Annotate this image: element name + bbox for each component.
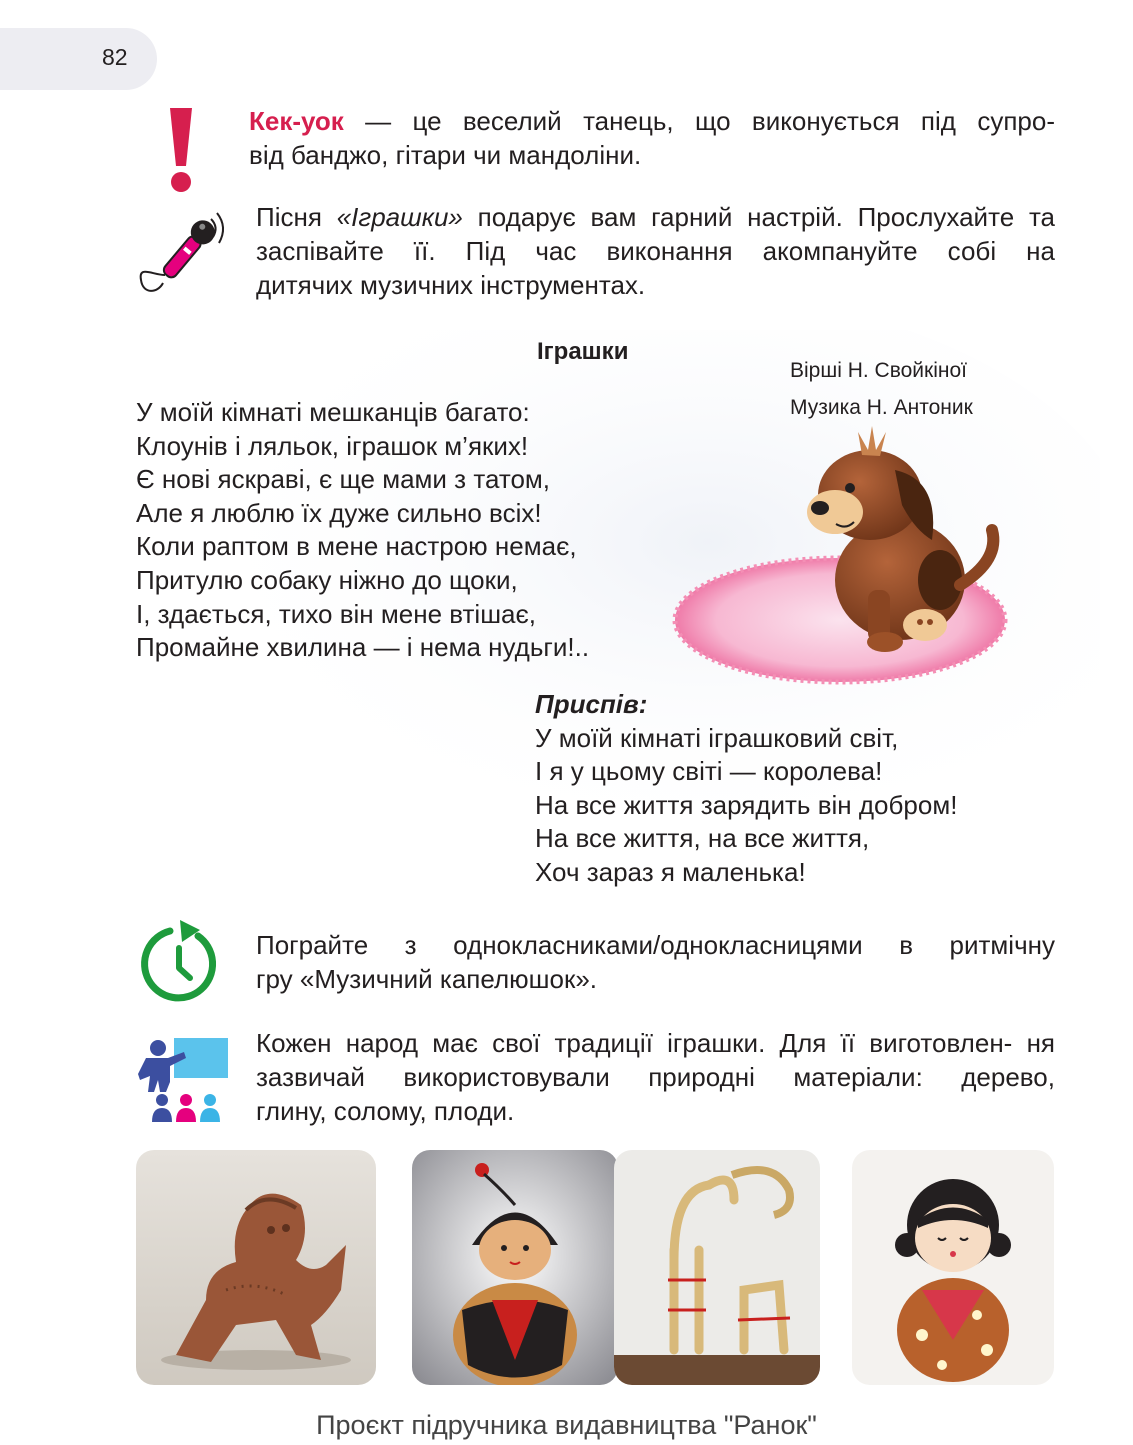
definition-paragraph: Кек-уок — це веселий танець, що виконується під супро- від банджо, гітари чи мандоліни. <box>249 106 1055 170</box>
verse-line: Є нові яскраві, є ще мами з татом, <box>136 464 551 495</box>
song-chorus <box>535 688 1035 890</box>
music-author: Музика Н. Антоник <box>790 396 973 419</box>
info-paragraph: Кожен народ має свої традиції іграшки. Для її виготовлен- ня зазвичай використовували природні матеріали: дерево, глину, солому, плоди. <box>256 1028 1055 1126</box>
song-credits <box>790 352 973 426</box>
dog-illustration <box>640 410 1100 710</box>
game-task-paragraph: Пограйте з однокласниками/однокласницями в ритмічну гру «Музичний капелюшок». <box>256 930 1055 994</box>
page-number: 82 <box>102 44 128 70</box>
chorus-line: У моїй кімнаті іграшковий світ, <box>535 722 899 753</box>
verse-line: Але я люблю їх дуже сильно всіх! <box>136 497 542 528</box>
teacher-icon <box>134 1034 230 1126</box>
chorus-line: І я у цьому світі — королева! <box>535 756 883 787</box>
verse-line: Притулю собаку ніжно до щоки, <box>136 564 518 595</box>
song-verse <box>136 396 666 665</box>
song-title: Іграшки <box>537 338 629 365</box>
straw-goat-photo <box>614 1150 820 1385</box>
chorus-label: Приспів: <box>535 689 648 719</box>
verse-line: Коли раптом в мене настрою немає, <box>136 531 577 562</box>
chorus-line: На все життя зарядить він добром! <box>535 789 958 820</box>
verse-line: У моїй кімнаті мешканців багато: <box>136 397 530 427</box>
song-intro-paragraph: Пісня «Іграшки» подарує вам гарний настрій. Прослухайте та заспівайте її. Під час виконання акомпануйте собі на дитячих музичних інструментах. <box>256 202 1056 300</box>
lyrics-author: Вірші Н. Свойкіної <box>790 359 967 382</box>
verse-line: Клоунів і ляльок, іграшок м’яких! <box>136 430 529 461</box>
footer-publisher: Проєкт підручника видавництва "Ранок" <box>316 1410 817 1440</box>
page-number-tab <box>0 28 157 90</box>
verse-line: І, здається, тихо він мене втішає, <box>136 598 537 629</box>
clay-toy-photo <box>136 1150 376 1385</box>
wooden-doll-hat-photo <box>412 1150 618 1385</box>
chorus-line: На все життя, на все життя, <box>535 823 870 854</box>
chorus-line: Хоч зараз я маленька! <box>535 856 806 887</box>
exclamation-icon <box>166 104 196 194</box>
song-name: «Іграшки» <box>336 202 463 232</box>
timer-icon <box>136 920 222 1006</box>
kokeshi-doll-photo <box>852 1150 1054 1385</box>
microphone-icon <box>133 205 233 297</box>
term-cakewalk: Кек-уок <box>249 106 344 136</box>
verse-line: Промайне хвилина — і нема нудьги!.. <box>136 632 590 663</box>
